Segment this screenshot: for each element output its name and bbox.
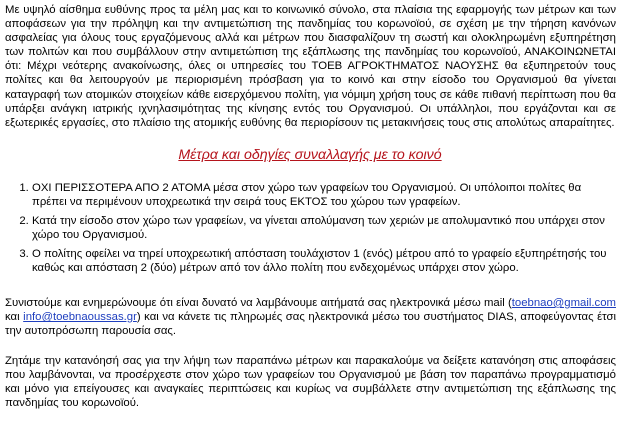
intro-paragraph: Με υψηλό αίσθημα ευθύνης προς τα μέλη μας και το κοινωνικό σύνολο, στα πλαίσια της εφαρμογής των μέτρων και των αποφάσεων για την πρόληψη και την αντιμετώπιση της πανδημίας του κορωνοϊού, σε σχέση με την τήρηση κανόνων ασφαλείας για όλους τους εργαζόμενους αλλά και μέτρων που διασφαλίζουν τη σωστή και ολοκληρωμένη εξυπηρέτηση των πολιτών και που συμβάλλουν στην αντιμετώπιση της εξάπλωσης της πανδημίας του κορωνοϊού, ΑΝΑΚΟΙΝΩΝΕΤΑΙ ότι: Μέχρι νεότερης ανακοίνωσης, όλες οι υπηρεσίες του ΤΟΕΒ ΑΓΡΟΚΤΗΜΑΤΟΣ ΝΑΟΥΣΗΣ θα εξυπηρετούν τους πολίτες και θα λειτουργούν με περιορισμένη πρόσβαση για το κοινό και στην είσοδο του Οργανισμού θα γίνεται καταγραφή των ατομικών στοιχείων κάθε εισερχόμενου πολίτη, για νόμιμη χρήση τους σε κάθε πιθανή περίπτωση που θα υπάρξει ανάγκη ιατρικής ιχνηλασιμότητας της κίνησης εντός του Οργανισμού. Οι υπάλληλοι, που εργάζονται και σε εξωτερικές εργασίες, στο πλαίσιο της ατομικής ευθύνης θα περιορίσουν τις μετακινήσεις τους στις απολύτως απαραίτητες.	[5, 4, 616, 129]
rule-item-1: 1. ΟΧΙ ΠΕΡΙΣΣΟΤΕΡΑ ΑΠΟ 2 ΑΤΟΜΑ μέσα στον χώρο των γραφείων του Οργανισμού. Οι υπόλοιποι πολίτες θα πρέπει να περιμένουν υποχρεωτικά την σειρά τους ΕΚΤΟΣ του χώρου των γραφείων.	[32, 181, 616, 209]
closing-paragraph: Ζητάμε την κατανόησή σας για την λήψη των παραπάνω μέτρων και παρακαλούμε να δείξετε κατανόηση στις αποφάσεις που λαμβάνονται, να προσέρχεστε στον χώρο των γραφείων του Οργανισμού με βάση τον παραπάνω προγραμματισμό και μόνο για επείγουσες και αναγκαίες περιπτώσεις και κυρίως να συμβάλλετε στην αντιμετώπιση της εξάπλωσης της πανδημίας του κορωνοϊού.	[5, 355, 616, 410]
rule-item-2: 2. Κατά την είσοδο στον χώρο των γραφείων, να γίνεται απολύμανση των χεριών με απολυμαντικό που υπάρχει στον χώρο του Οργανισμού.	[32, 214, 616, 242]
contact-paragraph	[5, 296, 616, 338]
contact-text-after: ) και να κάνετε τις πληρωμές σας ηλεκτρονικά μέσω του συστήματος DIAS, αποφεύγοντας έτσι την αυτοπρόσωπη παρουσία σας.	[5, 311, 617, 338]
email-link-gmail[interactable]: toebnao@gmail.com	[511, 297, 616, 309]
contact-text-between: και	[5, 311, 24, 324]
section-heading: Μέτρα και οδηγίες συναλλαγής με το κοινό	[178, 147, 442, 163]
rule-item-3: 3. Ο πολίτης οφείλει να τηρεί υποχρεωτική απόσταση τουλάχιστον 1 (ενός) μέτρου από το γραφείο εξυπηρέτησής του καθώς και απόσταση 2 (δύο) μέτρων από τον άλλο πολίτη που ενδεχομένως υπάρχει στον χώρο.	[32, 247, 616, 275]
contact-text-before: Συνιστούμε και ενημερώνουμε ότι είναι δυνατό να λαμβάνουμε αιτήματά σας ηλεκτρονικά μέσω mail (	[5, 297, 512, 309]
email-link-info[interactable]: info@toebnaoussas.gr	[23, 311, 137, 324]
rules-list	[5, 181, 616, 281]
